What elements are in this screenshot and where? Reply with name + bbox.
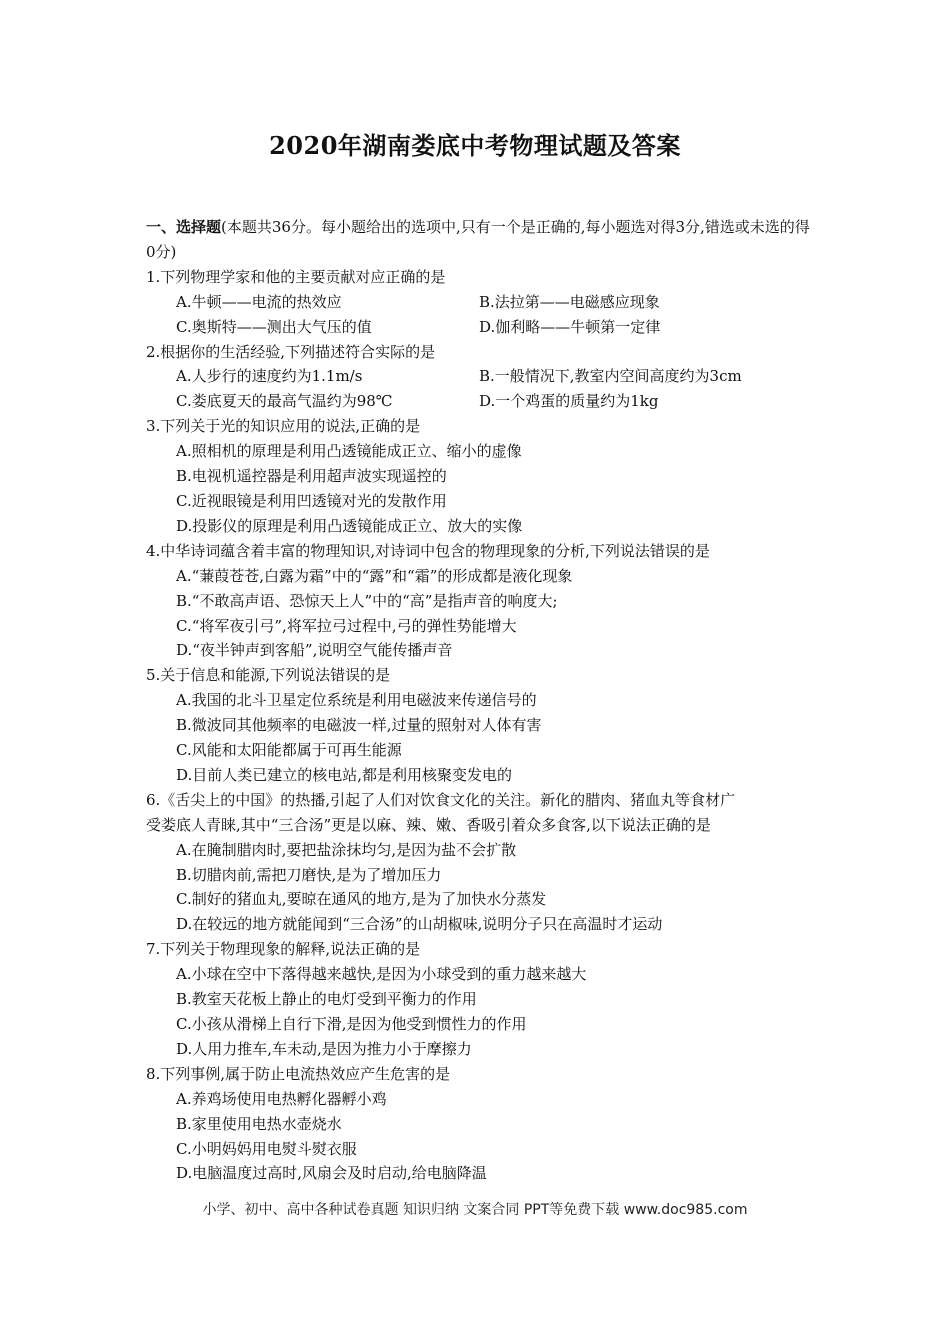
option-d: D.“夜半钟声到客船”,说明空气能传播声音 <box>176 641 453 660</box>
option-row <box>176 364 818 389</box>
option-row <box>176 290 818 315</box>
option-c: C.奥斯特——测出大气压的值 <box>176 317 372 336</box>
option-d: D.一个鸡蛋的质量约为1kg <box>479 392 659 411</box>
option-row <box>176 389 818 414</box>
option-d: D.投影仪的原理是利用凸透镜能成正立、放大的实像 <box>176 516 523 535</box>
question-stem: 4.中华诗词蕴含着丰富的物理知识,对诗词中包含的物理现象的分析,下列说法错误的是 <box>146 541 710 560</box>
option-c: C.娄底夏天的最高气温约为98℃ <box>176 392 393 411</box>
footer-note: 小学、初中、高中各种试卷真题 知识归纳 文案合同 PPT等免费下载 www.doc985.com <box>202 1202 748 1218</box>
option-c: C.风能和太阳能都属于可再生能源 <box>176 741 402 760</box>
option-a: A.照相机的原理是利用凸透镜能成正立、缩小的虚像 <box>176 442 522 461</box>
option-a: A.养鸡场使用电热孵化器孵小鸡 <box>176 1089 387 1108</box>
option-b: B.一般情况下,教室内空间高度约为3cm <box>479 367 742 386</box>
option-b: B.家里使用电热水壶烧水 <box>176 1114 342 1133</box>
exam-content <box>146 215 818 1186</box>
option-a: A.“蒹葭苍苍,白露为霜”中的“露”和“霜”的形成都是液化现象 <box>176 566 573 585</box>
option-row <box>176 315 818 340</box>
section-header <box>146 215 818 265</box>
option-b: B.“不敢高声语、恐惊天上人”中的“高”是指声音的响度大; <box>176 591 558 610</box>
question-stem: 7.下列关于物理现象的解释,说法正确的是 <box>146 940 421 959</box>
option-a: A.人步行的速度约为1.1m/s <box>176 367 363 386</box>
question-stem: 2.根据你的生活经验,下列描述符合实际的是 <box>146 342 436 361</box>
option-b: B.切腊肉前,需把刀磨快,是为了增加压力 <box>176 865 442 884</box>
question-stem-line2: 受娄底人青睐,其中“三合汤”更是以麻、辣、嫩、香吸引着众多食客,以下说法正确的是 <box>146 815 711 834</box>
option-c: C.小明妈妈用电熨斗熨衣服 <box>176 1139 357 1158</box>
option-b: B.法拉第——电磁感应现象 <box>479 292 660 311</box>
question-stem: 1.下列物理学家和他的主要贡献对应正确的是 <box>146 267 446 286</box>
question-stem: 5.关于信息和能源,下列说法错误的是 <box>146 666 391 685</box>
option-b: B.微波同其他频率的电磁波一样,过量的照射对人体有害 <box>176 716 542 735</box>
question-stem: 3.下列关于光的知识应用的说法,正确的是 <box>146 417 421 436</box>
section-instructions: (本题共36分。每小题给出的选项中,只有一个是正确的,每小题选对得3分,错选或未选的得0分) <box>146 218 810 261</box>
option-c: C.“将军夜引弓”,将军拉弓过程中,弓的弹性势能增大 <box>176 616 517 635</box>
section-heading: 一、选择题 <box>146 218 222 236</box>
option-c: C.近视眼镜是利用凹透镜对光的发散作用 <box>176 491 447 510</box>
option-c: C.小孩从滑梯上自行下滑,是因为他受到惯性力的作用 <box>176 1015 527 1033</box>
option-b: B.电视机遥控器是利用超声波实现遥控的 <box>176 467 447 486</box>
option-a: A.在腌制腊肉时,要把盐涂抹均匀,是因为盐不会扩散 <box>176 840 517 859</box>
option-d: D.电脑温度过高时,风扇会及时启动,给电脑降温 <box>176 1164 487 1183</box>
page-title: 2020年湖南娄底中考物理试题及答案 <box>269 131 681 160</box>
option-d: D.在较远的地方就能闻到“三合汤”的山胡椒味,说明分子只在高温时才运动 <box>176 915 663 934</box>
option-c: C.制好的猪血丸,要晾在通风的地方,是为了加快水分蒸发 <box>176 890 547 909</box>
option-d: D.人用力推车,车未动,是因为推力小于摩擦力 <box>176 1039 472 1058</box>
option-d: D.目前人类已建立的核电站,都是利用核聚变发电的 <box>176 765 513 784</box>
question-stem: 8.下列事例,属于防止电流热效应产生危害的是 <box>146 1064 451 1083</box>
option-a: A.小球在空中下落得越来越快,是因为小球受到的重力越来越大 <box>176 965 587 984</box>
option-b: B.教室天花板上静止的电灯受到平衡力的作用 <box>176 990 477 1009</box>
option-a: A.牛顿——电流的热效应 <box>176 292 342 311</box>
option-d: D.伽利略——牛顿第一定律 <box>479 317 661 336</box>
question-stem-line1: 6.《舌尖上的中国》的热播,引起了人们对饮食文化的关注。新化的腊肉、猪血丸等食材广 <box>146 790 736 809</box>
option-a: A.我国的北斗卫星定位系统是利用电磁波来传递信号的 <box>176 691 537 710</box>
